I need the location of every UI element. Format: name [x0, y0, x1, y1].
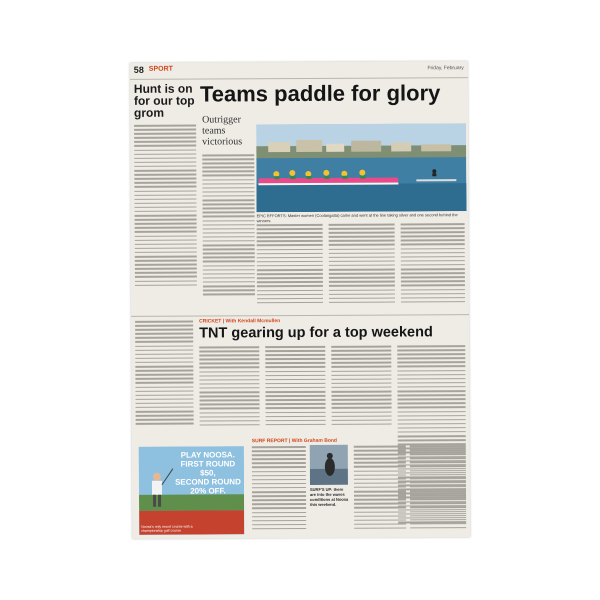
surfer-image: [310, 445, 348, 485]
main-story-body-col2: [257, 224, 323, 306]
ad-line-4: 20% OFF.: [190, 486, 226, 496]
surf-body-col3: [410, 445, 466, 531]
main-subhead: Outrigger teams victorious: [202, 114, 243, 148]
page-number: 58: [133, 64, 144, 75]
dateline: Friday, February: [427, 65, 464, 72]
newspaper-page: [130, 61, 470, 539]
left-brief-body: [135, 321, 194, 428]
left-story-body: [134, 125, 197, 286]
main-story-body-col3: [329, 224, 395, 306]
cricket-body-col1: [199, 346, 259, 428]
cricket-body-col2: [265, 346, 325, 428]
main-headline: Teams paddle for glory: [199, 80, 441, 107]
main-story-body-col4: [401, 223, 465, 305]
surf-body-col2: [354, 445, 406, 531]
section-divider: [131, 314, 469, 317]
ad-headline: [173, 450, 243, 495]
left-story-headline: Hunt is on for our top grom: [133, 81, 195, 120]
cricket-headline: TNT gearing up for a top weekend: [199, 324, 433, 342]
cricket-body-col3: [331, 346, 391, 428]
surf-photo: [310, 445, 348, 485]
surf-photo-caption: SURF'S UP: there are into the waves conditions at Noosa this weekend.: [309, 486, 349, 507]
outrigger-photo: [256, 123, 466, 212]
ad-line-3: SECOND ROUND: [175, 477, 241, 487]
photo-caption: EPIC EFFORTS: Master women (Coolangatta) came and went at the line taking silver and one second behind the winners.: [256, 212, 458, 224]
surf-body-col1: [252, 446, 306, 532]
outrigger-canoes-image: [256, 123, 466, 212]
surf-kicker: SURF REPORT | With Graham Bond: [251, 437, 338, 445]
golf-advertisement: [139, 446, 244, 535]
section-label: SPORT: [148, 65, 173, 73]
ad-footer: Noosa's only resort course with a championship golf course: [141, 524, 193, 533]
ad-line-2: FIRST ROUND $50,: [180, 459, 236, 478]
ad-line-1: PLAY NOOSA.: [180, 450, 235, 460]
page-header-bar: [130, 61, 468, 80]
left-story: [134, 83, 197, 313]
cricket-kicker: CRICKET | With Kendall Mcmullen: [199, 318, 281, 325]
main-story-body-col1: [202, 154, 255, 298]
